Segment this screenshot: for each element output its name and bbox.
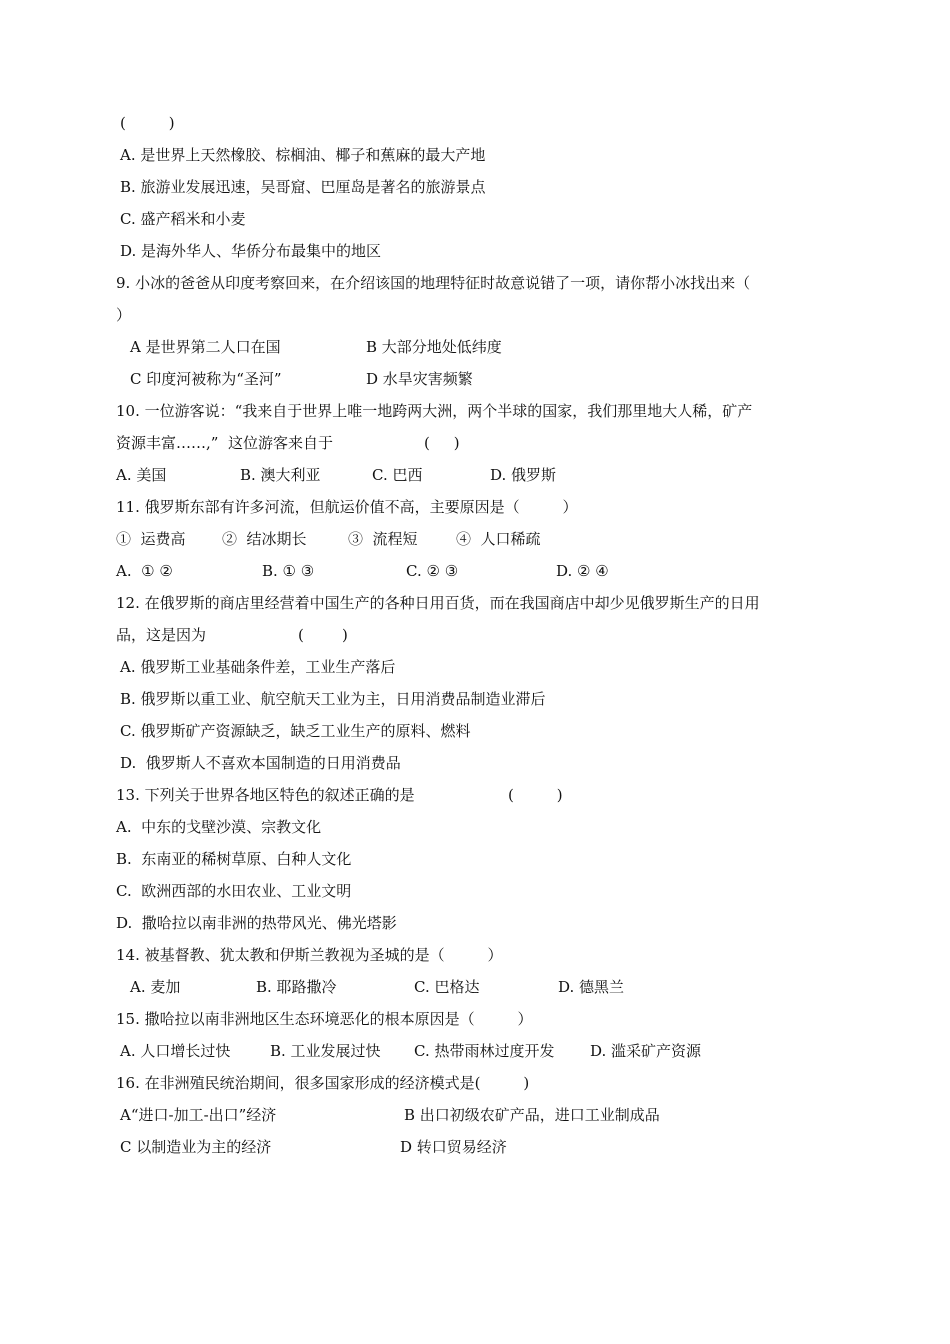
q12-option-d: D. 俄罗斯人不喜欢本国制造的日用消费品 — [120, 754, 401, 772]
q10-stem-cont: 资源丰富……,” 这位游客来自于 — [116, 434, 333, 452]
q15-option-a: A. 人口增长过快 — [120, 1042, 231, 1060]
q16-option-d: D 转口贸易经济 — [400, 1138, 507, 1156]
q13-option-a: A. 中东的戈壁沙漠、宗教文化 — [116, 818, 322, 836]
q12-option-c: C. 俄罗斯矿产资源缺乏，缺乏工业生产的原料、燃料 — [120, 722, 471, 740]
q8-option-a: A. 是世界上天然橡胶、棕榈油、椰子和蕉麻的最大产地 — [120, 146, 486, 164]
q11-item-3: ③ 流程短 — [348, 530, 418, 548]
q8-option-d: D. 是海外华人、华侨分布最集中的地区 — [120, 242, 382, 260]
q8-option-b: B. 旅游业发展迅速，吴哥窟、巴厘岛是著名的旅游景点 — [120, 178, 486, 196]
q12-option-a: A. 俄罗斯工业基础条件差，工业生产落后 — [120, 658, 396, 676]
q15-option-c: C. 热带雨林过度开发 — [414, 1042, 555, 1060]
q15-option-b: B. 工业发展过快 — [270, 1042, 381, 1060]
q11-stem: 11. 俄罗斯东部有许多河流，但航运价值不高，主要原因是（ ） — [116, 498, 578, 516]
q8-option-c: C. 盛产稻米和小麦 — [120, 210, 246, 228]
q10-option-d: D. 俄罗斯 — [490, 466, 557, 484]
q11-option-a: A. ① ② — [116, 562, 173, 580]
q13-stem: 13. 下列关于世界各地区特色的叙述正确的是 — [116, 786, 415, 804]
q9-stem-cont: ） — [116, 306, 132, 324]
q14-option-b: B. 耶路撒冷 — [256, 978, 337, 996]
q12-stem-cont: 品，这是因为 — [116, 626, 207, 644]
q9-stem: 9. 小冰的爸爸从印度考察回来，在介绍该国的地理特征时故意说错了一项，请你帮小冰找出来（ — [116, 274, 751, 292]
q15-option-d: D. 滥采矿产资源 — [590, 1042, 702, 1060]
q13-option-b: B. 东南亚的稀树草原、白种人文化 — [116, 850, 352, 868]
q14-option-c: C. 巴格达 — [414, 978, 480, 996]
q9-option-b: B 大部分地处低纬度 — [366, 338, 502, 356]
q8-answer-bracket: ( ) — [120, 114, 175, 132]
q15-stem: 15. 撒哈拉以南非洲地区生态环境恶化的根本原因是（ ） — [116, 1010, 533, 1028]
q10-option-a: A. 美国 — [116, 466, 167, 484]
q11-item-2: ② 结冰期长 — [222, 530, 307, 548]
q9-option-d: D 水旱灾害频繁 — [366, 370, 473, 388]
q13-answer-bracket: ( ) — [508, 786, 563, 804]
q11-option-c: C. ② ③ — [406, 562, 459, 580]
q11-item-4: ④ 人口稀疏 — [456, 530, 541, 548]
q12-option-b: B. 俄罗斯以重工业、航空航天工业为主，日用消费品制造业滞后 — [120, 690, 546, 708]
q14-option-a: A. 麦加 — [130, 978, 181, 996]
q13-option-c: C. 欧洲西部的水田农业、工业文明 — [116, 882, 352, 900]
q14-option-d: D. 德黑兰 — [558, 978, 625, 996]
q11-item-1: ① 运费高 — [116, 530, 186, 548]
q10-option-c: C. 巴西 — [372, 466, 423, 484]
q12-stem: 12. 在俄罗斯的商店里经营着中国生产的各种日用百货，而在我国商店中却少见俄罗斯生产的日用 — [116, 594, 760, 612]
q11-option-b: B. ① ③ — [262, 562, 315, 580]
q9-option-a: A 是世界第二人口在国 — [130, 338, 281, 356]
q11-option-d: D. ② ④ — [556, 562, 609, 580]
q10-answer-bracket: ( ) — [424, 434, 460, 452]
q14-stem: 14. 被基督教、犹太教和伊斯兰教视为圣城的是（ ） — [116, 946, 503, 964]
q16-options-row-2 — [0, 1137, 950, 1197]
q10-option-b: B. 澳大利亚 — [240, 466, 321, 484]
q9-option-c: C 印度河被称为“圣河” — [130, 370, 282, 388]
q12-answer-bracket: ( ) — [298, 626, 348, 644]
q13-option-d: D. 撒哈拉以南非洲的热带风光、佛光塔影 — [116, 914, 397, 932]
q10-stem: 10. 一位游客说：“我来自于世界上唯一地跨两大洲，两个半球的国家，我们那里地大人稀，矿产 — [116, 402, 753, 420]
q16-option-a: A“进口-加工-出口”经济 — [120, 1106, 277, 1124]
q16-option-b: B 出口初级农矿产品，进口工业制成品 — [404, 1106, 660, 1124]
q16-option-c: C 以制造业为主的经济 — [120, 1138, 272, 1156]
q16-stem: 16. 在非洲殖民统治期间，很多国家形成的经济模式是( ) — [116, 1074, 530, 1092]
